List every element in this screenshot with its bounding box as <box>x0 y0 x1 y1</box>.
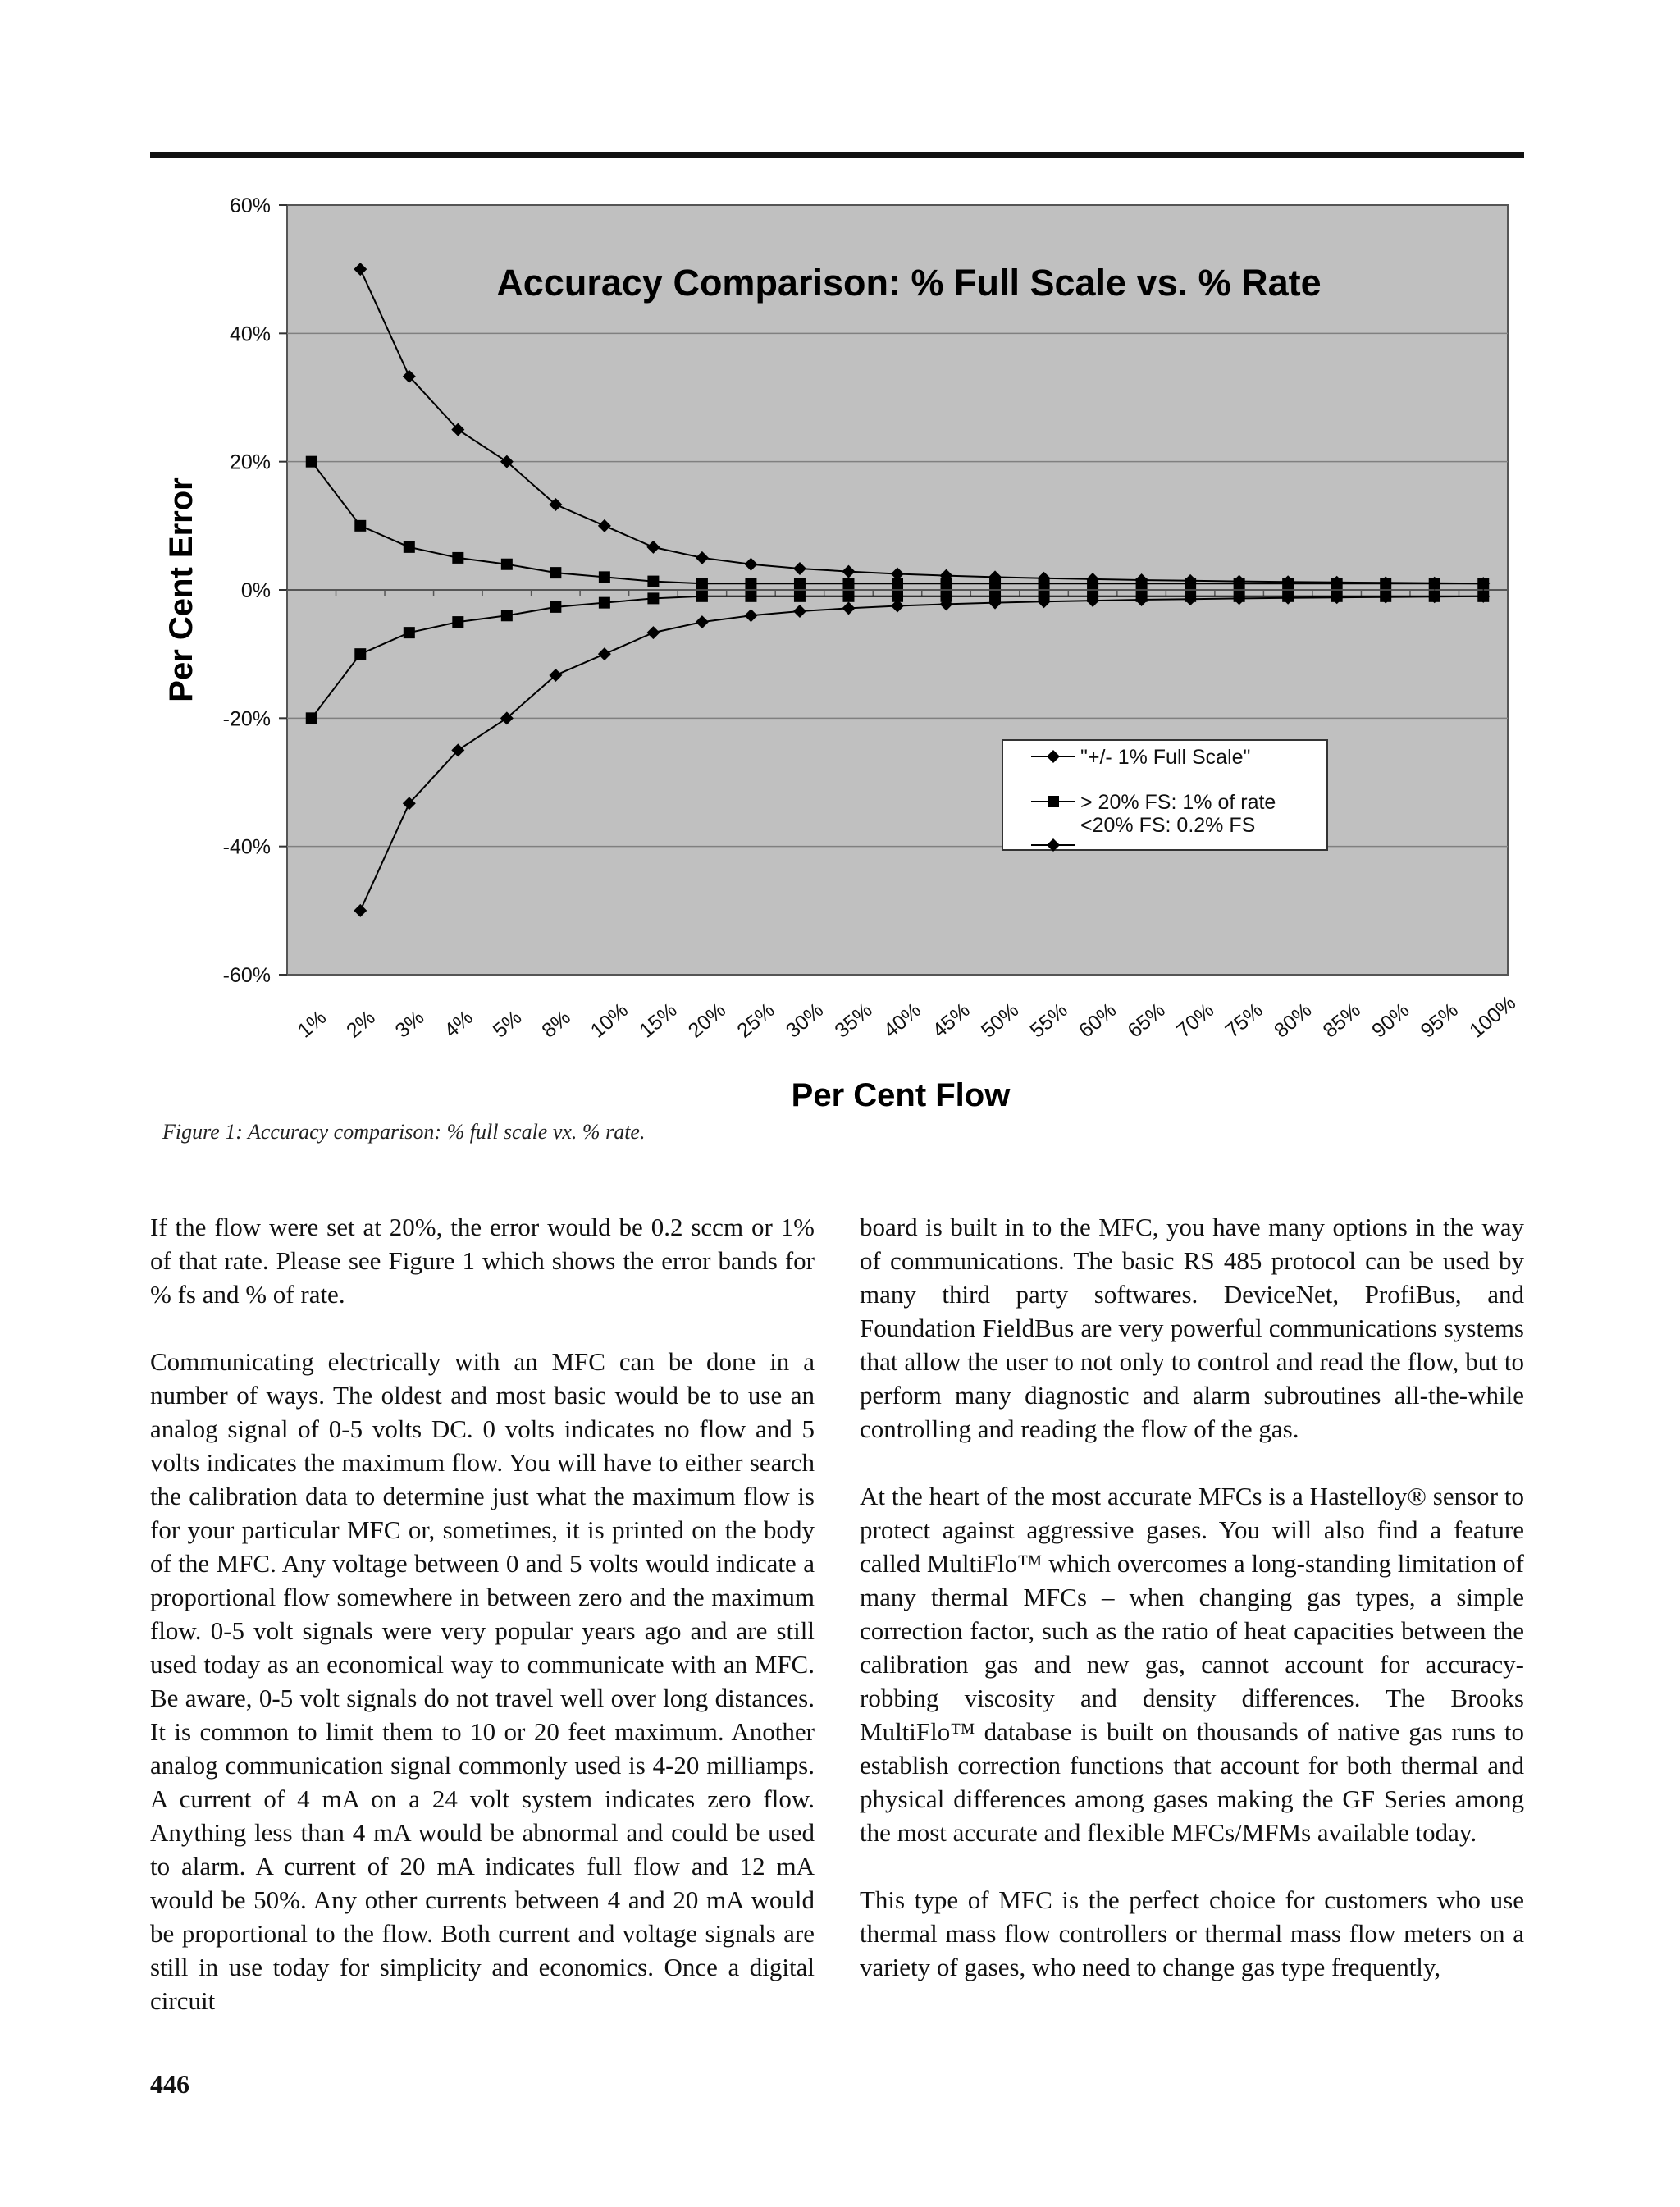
data-point <box>599 597 610 609</box>
x-tick-label: 1% <box>293 1005 331 1043</box>
data-point <box>892 578 903 589</box>
data-point <box>647 576 659 587</box>
x-tick-label: 25% <box>733 998 779 1043</box>
x-tick-label: 5% <box>488 1005 527 1043</box>
data-point <box>647 592 659 604</box>
legend-label: > 20% FS: 1% of rate <box>1080 791 1276 814</box>
x-tick-label: 2% <box>342 1005 380 1043</box>
data-point <box>745 578 756 589</box>
x-tick-label: 3% <box>390 1005 429 1043</box>
y-tick-label: 40% <box>229 322 271 346</box>
data-point <box>842 591 854 602</box>
data-point <box>354 520 366 532</box>
data-point <box>1087 578 1098 589</box>
left-column <box>150 1210 815 2051</box>
data-point <box>1477 578 1489 589</box>
legend-label: "+/- 1% Full Scale" <box>1080 746 1251 769</box>
data-point <box>794 578 806 589</box>
data-point <box>1429 578 1440 589</box>
y-tick-label: -20% <box>222 707 271 731</box>
paragraph: At the heart of the most accurate MFCs is a Hastelloy® sensor to protect against aggressive gases. You will also find a feature called MultiFlo™ which overcomes a long-standing limitation of many thermal MFCs – when changing gas types, a simple correction factor, such as the ratio of heat capacities between the calibration gas and new gas, cannot account for accuracy-robbing viscosity and density differences. The Brooks MultiFlo™ database is built on thousands of native gas runs to establish correction functions that account for both thermal and physical differences among gases making the GF Series among the most accurate and flexible MFCs/MFMs available today. <box>860 1482 1524 1847</box>
data-point <box>794 591 806 602</box>
data-point <box>1185 578 1196 589</box>
y-tick-label: 0% <box>240 579 271 602</box>
x-tick-label: 20% <box>683 998 731 1043</box>
data-point <box>1234 578 1245 589</box>
paragraph: If the flow were set at 20%, the error would be 0.2 sccm or 1% of that rate. Please see Figure 1 which shows the error bands for % fs and % of rate. <box>150 1213 815 1309</box>
data-point <box>1331 578 1343 589</box>
x-tick-label: 80% <box>1270 998 1317 1043</box>
x-tick-label: 65% <box>1123 998 1170 1043</box>
data-point <box>452 552 463 564</box>
page-number: 446 <box>150 2069 189 2099</box>
data-point <box>842 578 854 589</box>
y-tick-label: -40% <box>222 835 271 859</box>
x-tick-label: 85% <box>1318 998 1365 1043</box>
x-tick-label: 40% <box>879 998 926 1043</box>
x-tick-label: 10% <box>586 998 633 1043</box>
data-point <box>1282 578 1294 589</box>
legend-label: <20% FS: 0.2% FS <box>1080 814 1256 837</box>
data-point <box>501 559 513 570</box>
x-axis-label: Per Cent Flow <box>791 1077 1011 1113</box>
figure-caption: Figure 1: Accuracy comparison: % full scale vx. % rate. <box>162 1120 646 1144</box>
data-point <box>696 578 708 589</box>
data-point <box>1039 578 1050 589</box>
data-point <box>306 712 317 724</box>
data-point <box>696 591 708 602</box>
data-point <box>941 578 952 589</box>
y-tick-label: -60% <box>222 964 271 987</box>
x-tick-label: 60% <box>1074 998 1121 1043</box>
legend-marker <box>1048 796 1059 807</box>
x-tick-label: 70% <box>1171 998 1219 1043</box>
data-point <box>404 541 415 553</box>
data-point <box>599 571 610 583</box>
data-point <box>1380 578 1391 589</box>
paragraph: board is built in to the MFC, you have many options in the way of communications. The basic RS 485 protocol can be used by many third party softwares. DeviceNet, ProfiBus, and Foundation FieldBus are very powerful communications systems that allow the user to not only to control and read the flow, but to perform many diagnostic and alarm subroutines all-the-while controlling and reading the flow of the gas. <box>860 1213 1524 1443</box>
y-tick-label: 60% <box>229 194 271 217</box>
x-tick-label: 8% <box>537 1005 575 1043</box>
data-point <box>452 616 463 628</box>
x-tick-label: 100% <box>1465 991 1521 1043</box>
data-point <box>354 648 366 660</box>
data-point <box>989 578 1001 589</box>
data-point <box>550 567 561 578</box>
x-tick-label: 75% <box>1221 998 1267 1043</box>
data-point <box>404 627 415 638</box>
x-tick-label: 4% <box>440 1005 477 1043</box>
right-column <box>860 1210 1524 2017</box>
data-point <box>306 456 317 468</box>
paragraph: Communicating electrically with an MFC can be done in a number of ways. The oldest and most basic would be to use an analog signal of 0-5 volts DC. 0 volts indicates no flow and 5 volts indicates the maximum flow. You will have to either search the calibration data to determine just what the maximum flow is for your particular MFC or, sometimes, it is printed on the body of the MFC. Any voltage between 0 and 5 volts would indicate a proportional flow somewhere in between zero and the maximum flow. 0-5 volt signals were very popular years ago and are still used today as an economical way to communicate with an MFC. Be aware, 0-5 volt signals do not travel well over long distances. It is common to limit them to 10 or 20 feet maximum. Another analog communication signal commonly used is 4-20 milliamps. A current of 4 mA on a 24 volt system indicates zero flow. Anything less than 4 mA would be abnormal and could be used to alarm. A current of 20 mA indicates full flow and 12 mA would be 50%. Any other currents between 4 and 20 mA would be proportional to the flow. Both current and voltage signals are still in use today for simplicity and economics. Once a digital circuit <box>150 1347 815 2015</box>
x-tick-label: 30% <box>781 998 829 1043</box>
x-tick-label: 50% <box>976 998 1024 1043</box>
paragraph: This type of MFC is the perfect choice for customers who use thermal mass flow controllers or thermal mass flow meters on a variety of gases, who need to change gas type frequently, <box>860 1885 1524 1981</box>
data-point <box>550 601 561 613</box>
x-tick-label: 35% <box>830 998 877 1043</box>
x-tick-label: 55% <box>1025 998 1072 1043</box>
x-tick-label: 90% <box>1367 998 1414 1043</box>
data-point <box>1136 578 1148 589</box>
x-tick-label: 95% <box>1416 998 1463 1043</box>
x-tick-label: 15% <box>635 998 682 1043</box>
y-axis-label: Per Cent Error <box>163 477 199 702</box>
y-tick-label: 20% <box>229 450 271 474</box>
data-point <box>501 610 513 621</box>
x-tick-label: 45% <box>928 998 975 1043</box>
data-point <box>745 591 756 602</box>
chart-title: Accuracy Comparison: % Full Scale vs. % Rate <box>496 262 1322 304</box>
